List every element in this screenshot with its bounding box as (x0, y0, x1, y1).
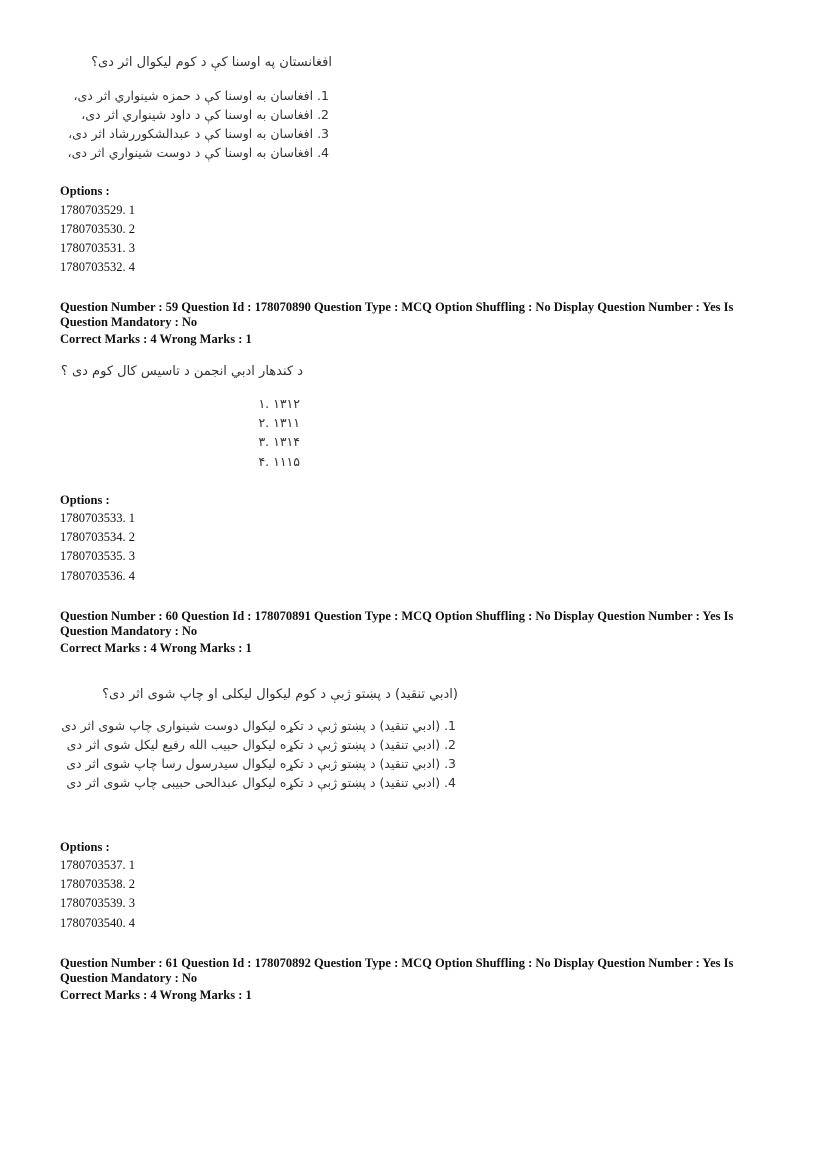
q58-choice-3: 3. افغاسان به اوسنا کې د عبدالشکوررشاد اثر دی، (68, 126, 329, 141)
q60-question-text: (ادبي تنقید) د پښتو ژبې د کوم لیکوال لیکلی او چاپ شوی اثر دی؟ (102, 687, 458, 702)
q58-options-title: Options : (60, 184, 110, 198)
q59-option-4: 1780703536. 4 (60, 569, 135, 583)
q58-choice-2: 2. افغاسان به اوسنا کې د داود شینواري اثر دی، (81, 107, 329, 122)
q60-choice-2: 2. (ادبي تنقید) د پښتو ژبې د تکړه لیکوال حبیب الله رفیع لیکل شوی اثر دی (66, 737, 456, 752)
q58-option-1: 1780703529. 1 (60, 203, 135, 217)
q60-options-title: Options : (60, 840, 110, 854)
q60-marks: Correct Marks : 4 Wrong Marks : 1 (60, 641, 252, 655)
q58-choice-1: 1. افغاسان به اوسنا کې د حمزه شینواري اثر دی، (73, 88, 329, 103)
q59-question-text: د کندهار ادبي انجمن د تاسیس کال کوم دی ؟ (60, 364, 303, 379)
q60-option-1: 1780703537. 1 (60, 858, 135, 872)
q59-option-1: 1780703533. 1 (60, 511, 135, 525)
q61-header: Question Number : 61 Question Id : 178070892 Question Type : MCQ Option Shuffling : No Display Question Number : Yes Is Question Mandatory : No (60, 956, 734, 985)
q59-option-3: 1780703535. 3 (60, 549, 135, 563)
q60-choice-3: 3. (ادبي تنقید) د پښتو ژبې د تکړه لیکوال سیدرسول رسا چاپ شوی اثر دی (66, 756, 456, 771)
q58-option-4: 1780703532. 4 (60, 260, 135, 274)
q58-question-text: افغانستان په اوسنا کې د کوم لیکوال اثر دی؟ (91, 55, 332, 70)
q60-header: Question Number : 60 Question Id : 178070891 Question Type : MCQ Option Shuffling : No Display Question Number : Yes Is Question Mandatory : No (60, 609, 734, 638)
q59-choice-4: ۴. ۱۱۱۵ (258, 454, 300, 469)
q59-choice-2: ۲. ۱۳۱۱ (258, 415, 300, 430)
q58-choice-4: 4. افغاسان به اوسنا کې د دوست شینواري اثر دی، (67, 145, 329, 160)
q60-choice-1: 1. (ادبي تنقید) د پښتو ژبې د تکړه لیکوال دوست شینواری چاپ شوی اثر دی (61, 718, 456, 733)
q60-choice-4: 4. (ادبي تنقید) د پښتو ژبې د تکړه لیکوال عبدالحی حبیبی چاپ شوی اثر دی (66, 775, 456, 790)
q59-marks: Correct Marks : 4 Wrong Marks : 1 (60, 332, 252, 346)
q60-option-2: 1780703538. 2 (60, 877, 135, 891)
q59-choice-1: ۱. ۱۳۱۲ (258, 396, 300, 411)
q60-option-4: 1780703540. 4 (60, 916, 135, 930)
q58-option-2: 1780703530. 2 (60, 222, 135, 236)
q59-options-title: Options : (60, 493, 110, 507)
q59-option-2: 1780703534. 2 (60, 530, 135, 544)
q60-option-3: 1780703539. 3 (60, 896, 135, 910)
q59-choice-3: ۳. ۱۳۱۴ (258, 434, 300, 449)
q58-option-3: 1780703531. 3 (60, 241, 135, 255)
q61-marks: Correct Marks : 4 Wrong Marks : 1 (60, 988, 252, 1002)
q59-header: Question Number : 59 Question Id : 178070890 Question Type : MCQ Option Shuffling : No Display Question Number : Yes Is Question Mandatory : No (60, 300, 734, 329)
